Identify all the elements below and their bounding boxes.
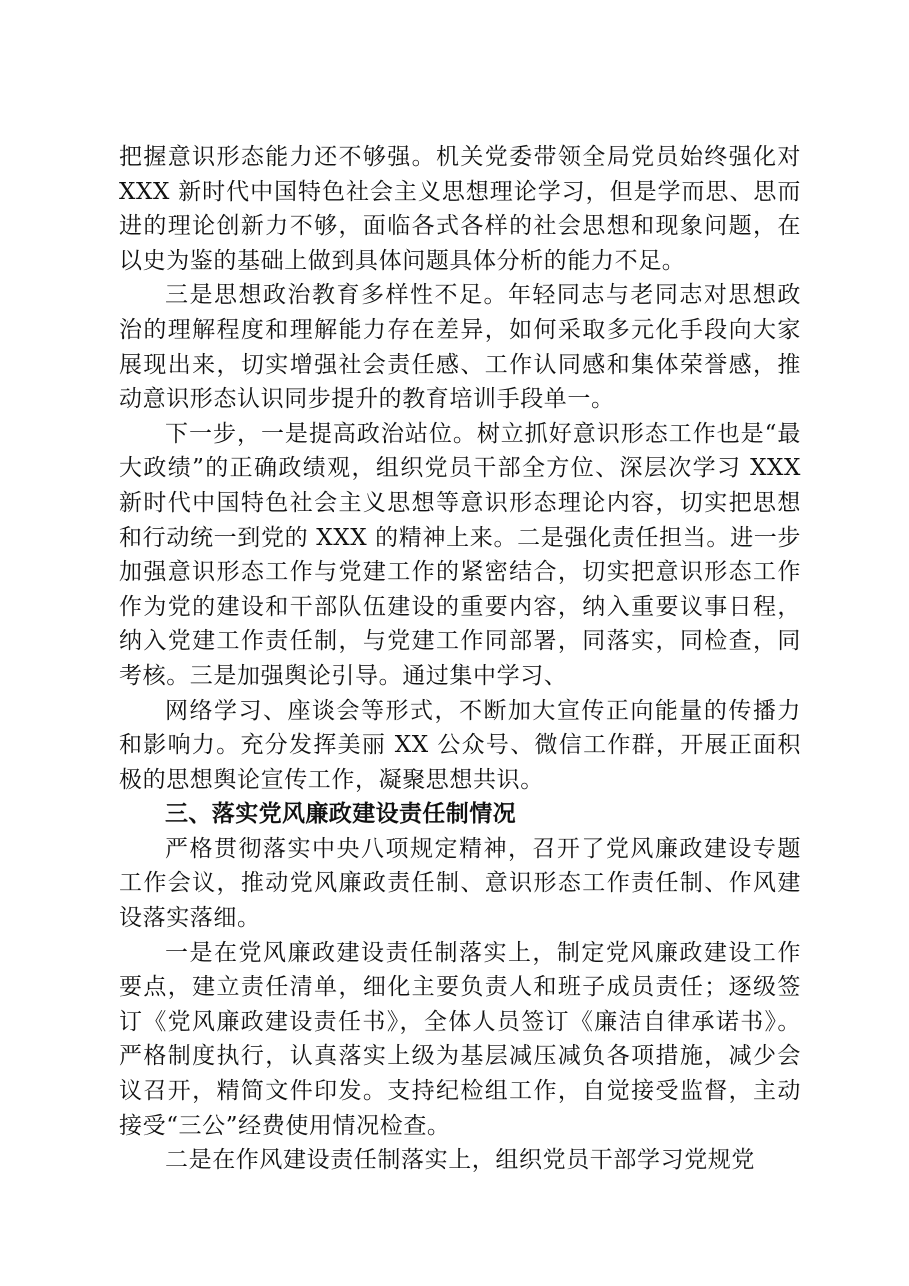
paragraph-5: 严格贯彻落实中央八项规定精神，召开了党风廉政建设专题工作会议，推动党风廉政责任制、意识形态工作责任制、作风建设落实落细。 (119, 835, 801, 932)
paragraph-1: 把握意识形态能力还不够强。机关党委带领全局党员始终强化对 XXX 新时代中国特色社会主义思想理论学习，但是学而思、思而进的理论创新力不够，面临各式各样的社会思想和现象问题，在以史为鉴的基础上做到具体问题具体分析的能力不足。 (119, 144, 801, 274)
section-heading: 三、落实党风廉政建设责任制情况 (165, 801, 516, 828)
paragraph-7: 二是在作风建设责任制落实上，组织党员干部学习党规党 (165, 1147, 755, 1174)
paragraph-2: 三是思想政治教育多样性不足。年轻同志与老同志对思想政治的理解程度和理解能力存在差异，如何采取多元化手段向大家展现出来，切实增强社会责任感、工作认同感和集体荣誉感，推动意识形态认识同步提升的教育培训手段单一。 (119, 282, 801, 413)
paragraph-3: 下一步，一是提高政治站位。树立抓好意识形态工作也是“最大政绩”的正确政绩观，组织党员干部全方位、深层次学习 XXX 新时代中国特色社会主义思想等意识形态理论内容，切实把思想和行动统一到党的 XXX 的精神上来。二是强化责任担当。进一步加强意识形态工作与党建工作的紧密结合，切实把意识形态工作作为党的建设和干部队伍建设的重要内容，纳入重要议事日程，纳入党建工作责任制，与党建工作同部署，同落实，同检查，同考核。三是加强舆论引导。通过集中学习、 (119, 420, 801, 689)
paragraph-6: 一是在党风廉政建设责任制落实上，制定党风廉政建设工作要点，建立责任清单，细化主要负责人和班子成员责任；逐级签订《党风廉政建设责任书》，全体人员签订《廉洁自律承诺书》。严格制度执行，认真落实上级为基层减压减负各项措施，减少会议召开，精简文件印发。支持纪检组工作，自觉接受监督，主动接受“三公”经费使用情况检查。 (119, 939, 801, 1139)
document-body (119, 140, 801, 1178)
paragraph-4: 网络学习、座谈会等形式，不断加大宣传正向能量的传播力和影响力。充分发挥美丽 XX 公众号、微信工作群，开展正面积极的思想舆论宣传工作，凝聚思想共识。 (119, 697, 801, 793)
